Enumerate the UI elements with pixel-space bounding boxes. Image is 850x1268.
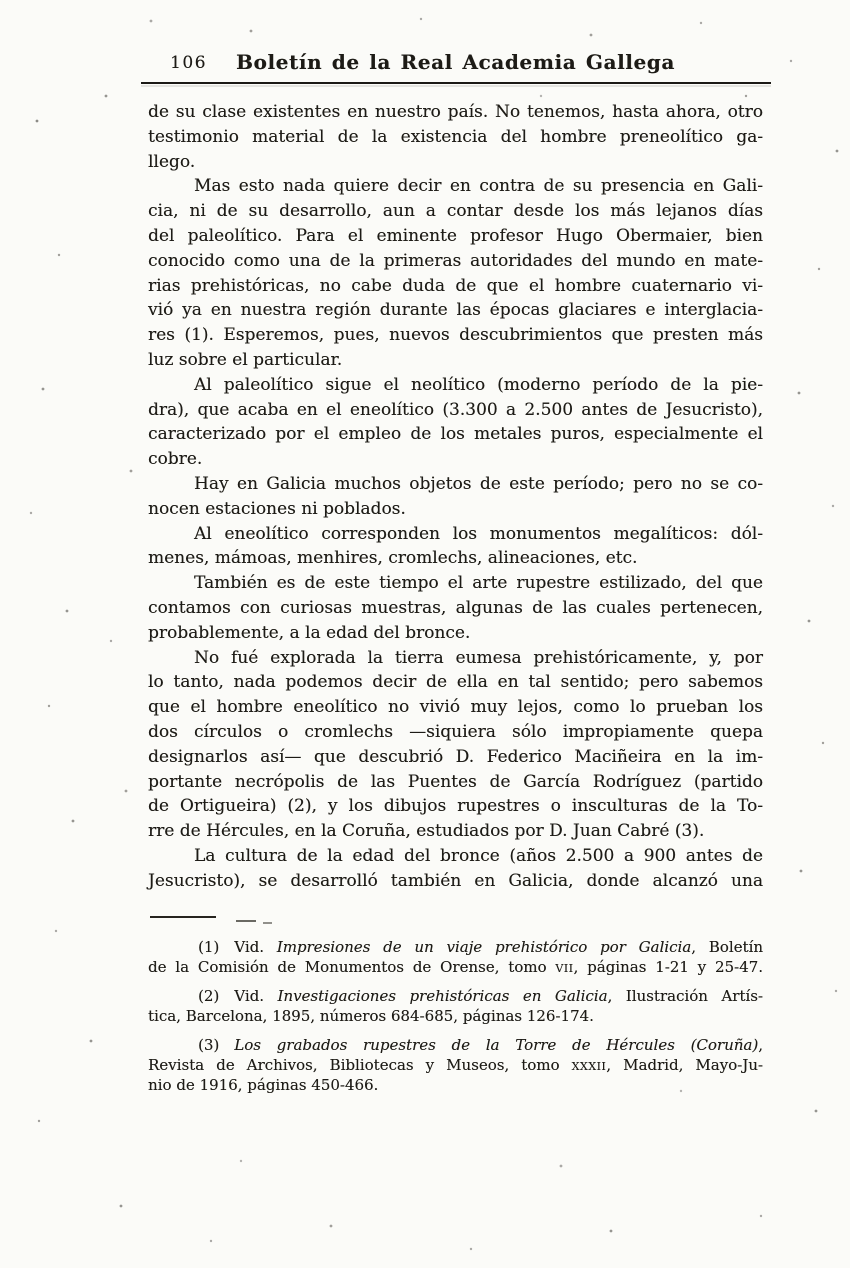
text-line: Jesucristo), se desarrolló también en Galicia, donde alcanzó una <box>148 870 763 891</box>
text-line: rre de Hércules, en la Coruña, estudiados por D. Juan Cabré (3). <box>148 821 705 842</box>
text-line: Al paleolítico sigue el neolítico (moderno período de la pie- <box>194 374 763 395</box>
text-line: conocido como una de la primeras autoridades del mundo en mate- <box>148 250 763 271</box>
text-line: Hay en Galicia muchos objetos de este período; pero no se co- <box>194 473 763 494</box>
footnote-line: (2) Vid. Investigaciones prehistóricas en Galicia, Ilustración Artís- <box>198 987 763 1005</box>
footnote-line: (3) Los grabados rupestres de la Torre de Hércules (Coruña), <box>198 1036 763 1054</box>
footnote <box>148 1035 763 1095</box>
text-line: nocen estaciones ni poblados. <box>148 498 406 519</box>
footnote-line: Revista de Archivos, Bibliotecas y Museos, tomo xxxii, Madrid, Mayo-Ju- <box>148 1056 763 1074</box>
footnote <box>148 937 763 977</box>
text-line: luz sobre el particular. <box>148 349 343 370</box>
footnote-line: (1) Vid. Impresiones de un viaje prehistórico por Galicia, Boletín <box>198 938 763 956</box>
text-line: dra), que acaba en el eneolítico (3.300 a 2.500 antes de Jesucristo), <box>148 399 763 420</box>
footnote-separator <box>150 916 216 918</box>
header-rule <box>141 82 771 84</box>
text-line: que el hombre eneolítico no vivió muy lejos, como lo prueban los <box>148 697 763 718</box>
text-line: La cultura de la edad del bronce (años 2.500 a 900 antes de <box>194 845 763 866</box>
text-line: vió ya en nuestra región durante las épocas glaciares e interglacia- <box>148 300 763 321</box>
text-line: designarlos así— que descubrió D. Federico Maciñeira en la im- <box>148 746 763 767</box>
footnote-separator-dash <box>236 920 256 922</box>
scan-noise <box>0 0 2 2</box>
text-line: llego. <box>148 151 196 172</box>
text-line: testimonio material de la existencia del hombre preneolítico ga- <box>148 126 763 147</box>
footnote-line: nio de 1916, páginas 450-466. <box>148 1076 379 1094</box>
text-line: También es de este tiempo el arte rupestre estilizado, del que <box>194 573 763 594</box>
text-line: menes, mámoas, menhires, cromlechs, alineaciones, etc. <box>148 548 638 569</box>
journal-title: Boletín de la Real Academia Gallega <box>236 50 675 74</box>
text-line: No fué explorada la tierra eumesa prehistóricamente, y, por <box>194 647 763 668</box>
footnote <box>148 986 763 1026</box>
text-line: Al eneolítico corresponden los monumentos megalíticos: dól- <box>194 523 763 544</box>
body-text <box>148 100 763 894</box>
footnote-separator-dash <box>263 922 272 924</box>
text-line: portante necrópolis de las Puentes de García Rodríguez (partido <box>148 771 763 792</box>
text-line: cia, ni de su desarrollo, aun a contar desde los más lejanos días <box>148 201 763 222</box>
footnote-line: tica, Barcelona, 1895, números 684-685, páginas 126-174. <box>148 1007 594 1025</box>
text-line: de su clase existentes en nuestro país. No tenemos, hasta ahora, otro <box>148 102 763 122</box>
text-line: de Ortigueira) (2), y los dibujos rupestres o insculturas de la To- <box>148 796 763 817</box>
footnotes <box>148 937 763 1104</box>
page-number: 106 <box>170 53 207 73</box>
text-line: caracterizado por el empleo de los metales puros, especialmente el <box>148 424 763 445</box>
footnote-line: de la Comisión de Monumentos de Orense, tomo vii, páginas 1-21 y 25-47. <box>148 958 763 976</box>
text-line: Mas esto nada quiere decir en contra de su presencia en Gali- <box>194 176 763 197</box>
text-line: rias prehistóricas, no cabe duda de que el hombre cuaternario vi- <box>148 275 763 296</box>
text-line: res (1). Esperemos, pues, nuevos descubrimientos que presten más <box>148 325 763 346</box>
text-line: dos círculos o cromlechs —siquiera sólo impropiamente quepa <box>148 721 763 742</box>
text-line: cobre. <box>148 449 203 470</box>
text-line: lo tanto, nada podemos decir de ella en tal sentido; pero sabemos <box>148 672 763 693</box>
text-line: del paleolítico. Para el eminente profesor Hugo Obermaier, bien <box>148 225 763 246</box>
text-line: contamos con curiosas muestras, algunas de las cuales pertenecen, <box>148 597 763 618</box>
text-line: probablemente, a la edad del bronce. <box>148 622 471 643</box>
